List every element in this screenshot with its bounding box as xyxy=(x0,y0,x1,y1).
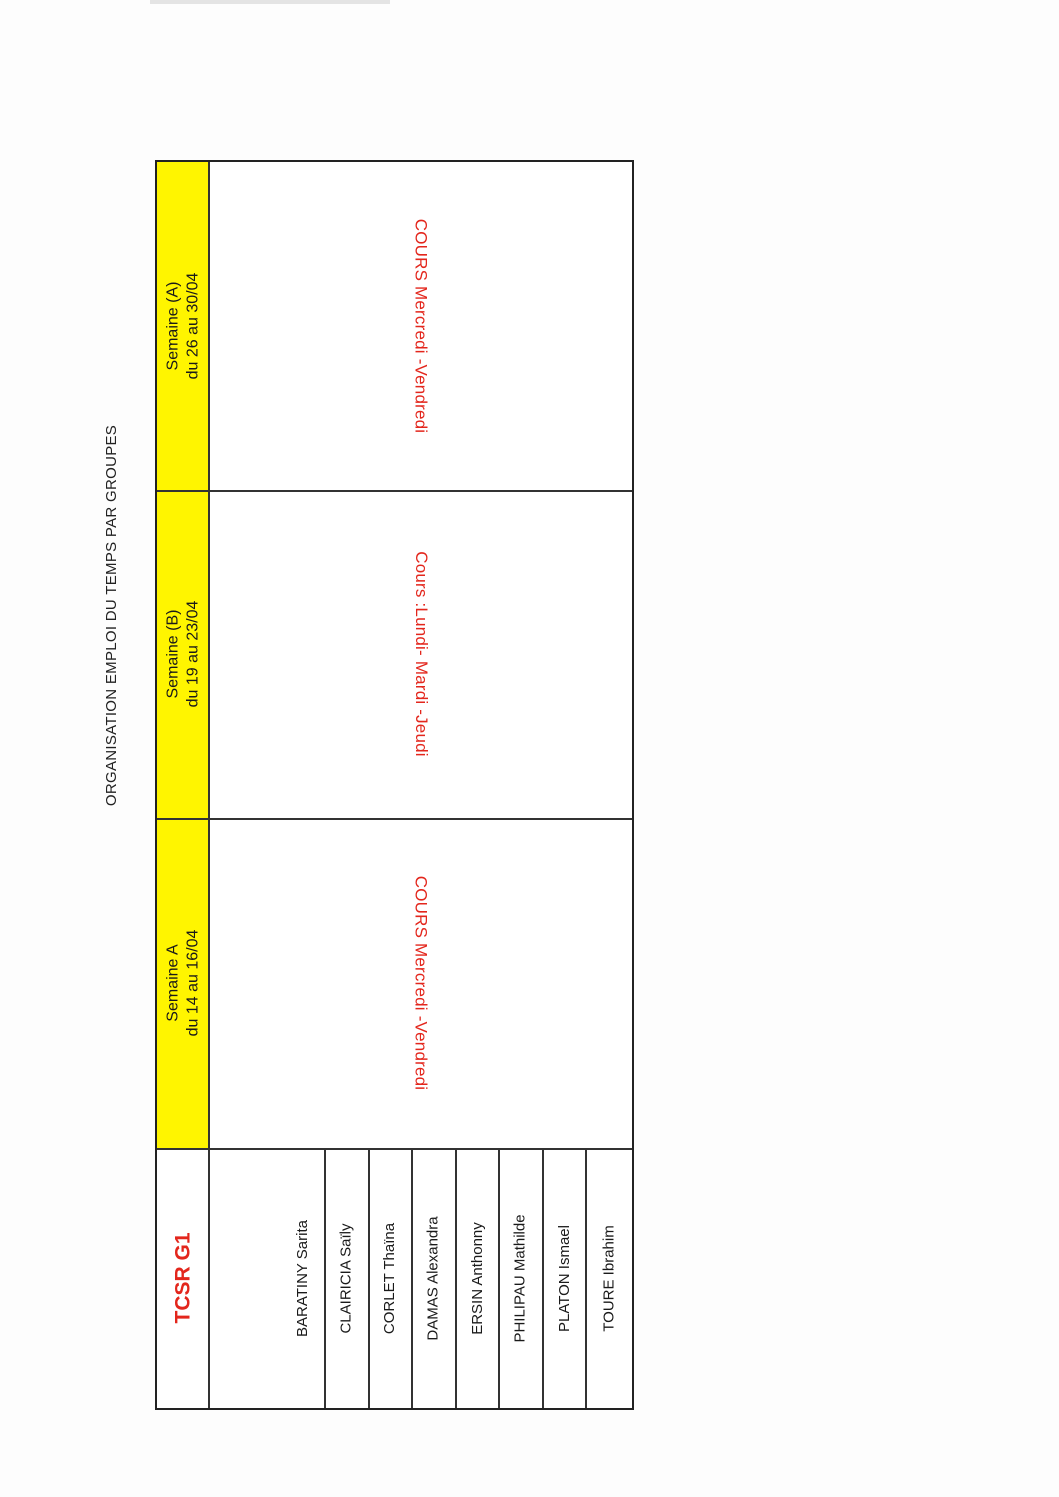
student-row xyxy=(369,1148,411,1408)
student-name: PLATON Ismael xyxy=(555,1224,573,1332)
page-title xyxy=(92,400,132,830)
course-text-1: COURS Mercredi -Vendredi xyxy=(411,875,431,1091)
scan-edge xyxy=(150,0,390,4)
week-2-name: Semaine (B) xyxy=(164,609,182,699)
student-row xyxy=(543,1148,585,1408)
student-name: CORLET Thaïna xyxy=(381,1222,399,1334)
student-row xyxy=(456,1148,498,1408)
student-name: BARATINY Sarita xyxy=(294,1219,312,1337)
student-row xyxy=(412,1148,455,1408)
student-row xyxy=(586,1148,632,1408)
week-header-2 xyxy=(157,490,209,818)
week-3-dates: du 26 au 30/04 xyxy=(184,272,202,380)
course-text-2: Cours :Lundi- Mardi -Jeudi xyxy=(411,551,431,757)
student-name: TOURE Ibrahim xyxy=(600,1224,618,1332)
student-name: ERSIN Anthonny xyxy=(468,1221,486,1335)
week-header-3 xyxy=(157,162,209,490)
course-cell-1 xyxy=(209,818,632,1148)
page-title-text: ORGANISATION EMPLOI DU TEMPS PAR GROUPES xyxy=(103,424,121,806)
student-name: CLAIRICIA Saïly xyxy=(338,1222,356,1334)
group-cell xyxy=(157,1148,209,1408)
student-name: PHILIPAU Mathilde xyxy=(512,1213,530,1343)
course-cell-2 xyxy=(209,490,632,818)
week-1-dates: du 14 au 16/04 xyxy=(184,929,202,1037)
student-row xyxy=(499,1148,542,1408)
student-row xyxy=(281,1148,324,1408)
student-row xyxy=(325,1148,368,1408)
course-text-3: COURS Mercredi -Vendredi xyxy=(411,218,431,434)
course-cell-3 xyxy=(209,162,632,490)
week-2-dates: du 19 au 23/04 xyxy=(184,600,202,708)
student-name: DAMAS Alexandra xyxy=(425,1215,443,1341)
schedule-table xyxy=(155,160,634,1410)
week-header-1 xyxy=(157,818,209,1148)
group-title: TCSR G1 xyxy=(171,1232,195,1324)
week-3-name: Semaine (A) xyxy=(164,281,182,371)
week-1-name: Semaine A xyxy=(164,944,182,1022)
